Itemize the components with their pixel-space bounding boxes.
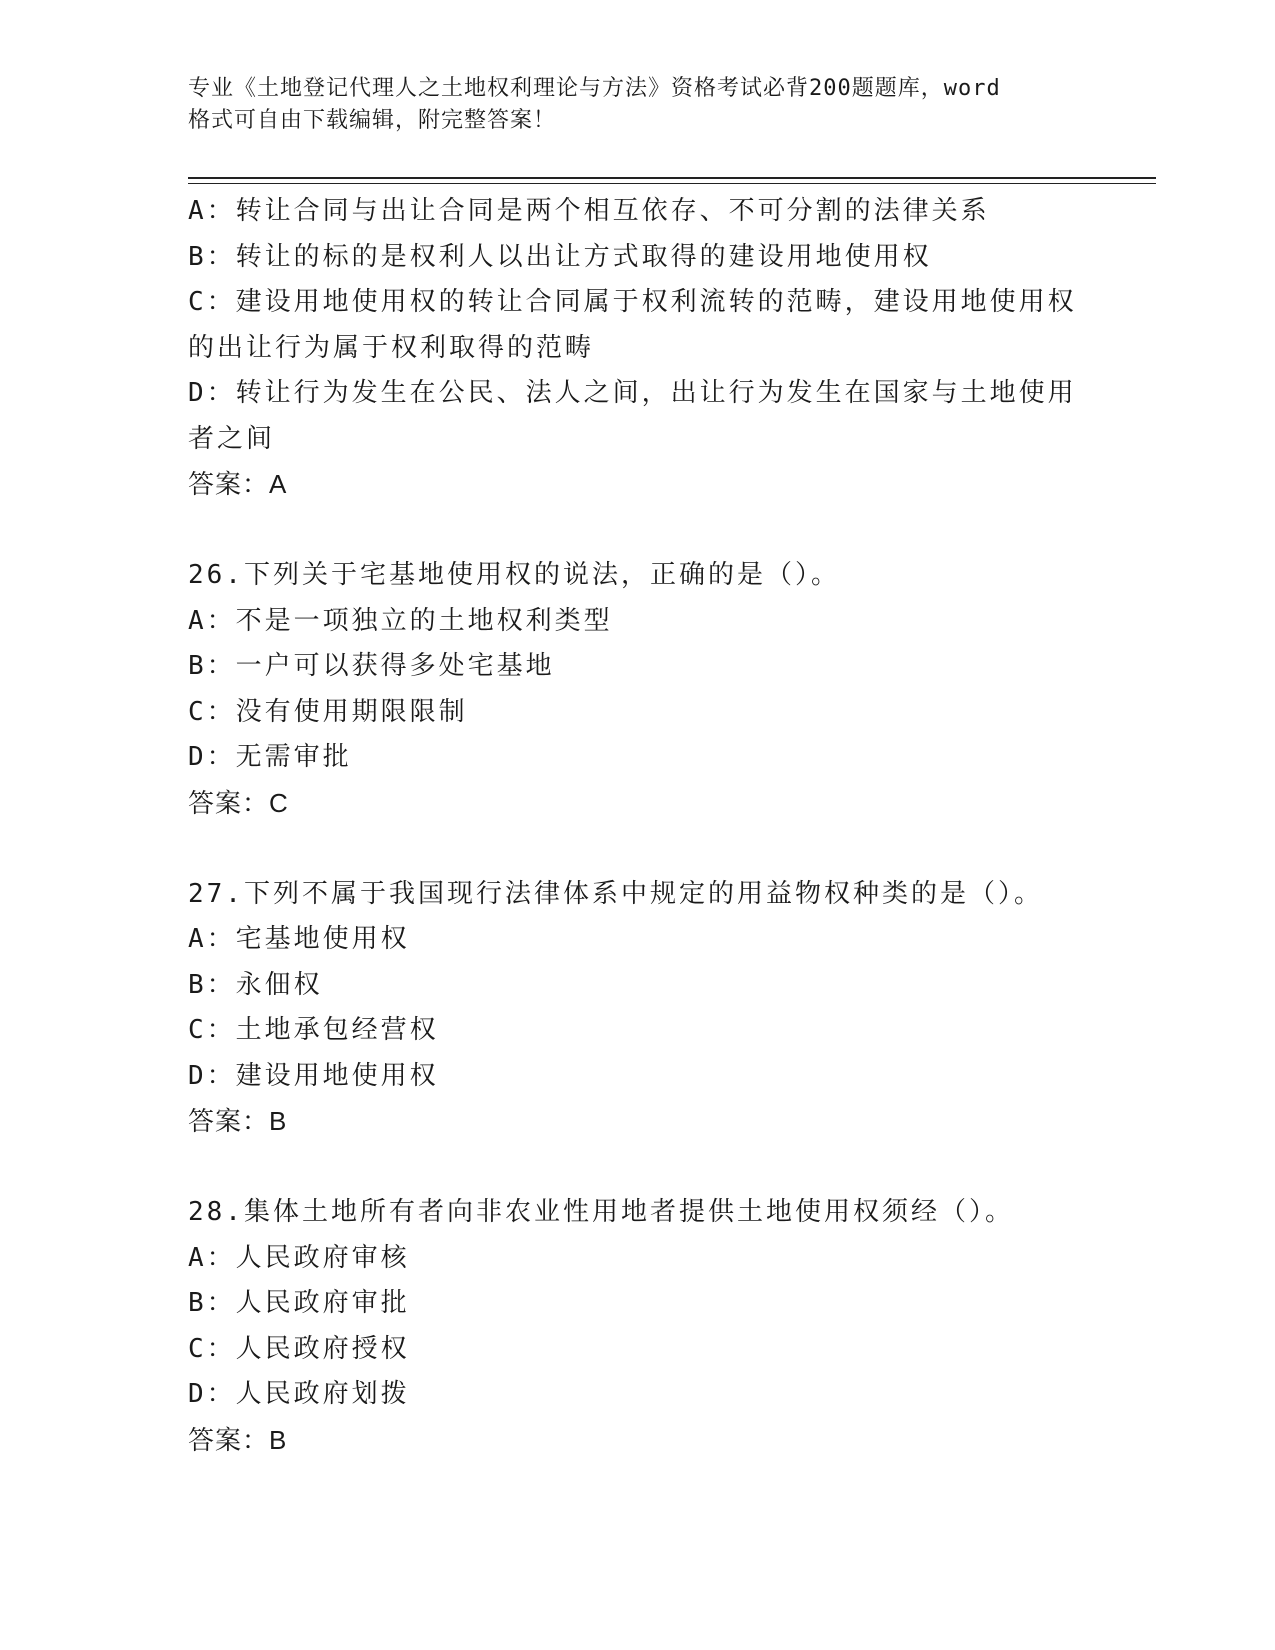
option-d: D：人民政府划拨 xyxy=(188,1379,410,1409)
question-28-block xyxy=(188,1190,1088,1463)
option-b: B：一户可以获得多处宅基地 xyxy=(188,651,555,681)
option-c: C：建设用地使用权的转让合同属于权利流转的范畴，建设用地使用权 xyxy=(188,287,1077,317)
option-c-continued: 的出让行为属于权利取得的范畴 xyxy=(188,332,595,363)
document-header xyxy=(188,73,1068,137)
question-25-block xyxy=(188,189,1088,508)
option-d: D：无需审批 xyxy=(188,742,352,772)
answer: 答案：C xyxy=(188,787,289,818)
header-line-1: 专业《土地登记代理人之土地权利理论与方法》资格考试必背200题题库，word xyxy=(188,76,1001,101)
question-text: 26.下列关于宅基地使用权的说法，正确的是（）。 xyxy=(188,560,840,590)
question-text: 27.下列不属于我国现行法律体系中规定的用益物权种类的是（）。 xyxy=(188,878,1043,909)
header-divider-thick xyxy=(188,177,1156,179)
question-27-block xyxy=(188,872,1088,1145)
spacer xyxy=(188,826,1088,872)
option-d-continued: 者之间 xyxy=(188,423,276,454)
option-a: A：不是一项独立的土地权利类型 xyxy=(188,605,613,636)
option-a: A：人民政府审核 xyxy=(188,1242,410,1273)
option-d: D：转让行为发生在公民、法人之间，出让行为发生在国家与土地使用 xyxy=(188,378,1077,408)
spacer xyxy=(188,1145,1088,1191)
header-divider-thin xyxy=(188,183,1156,184)
option-b: B：永佃权 xyxy=(188,969,323,1000)
option-b: B：转让的标的是权利人以出让方式取得的建设用地使用权 xyxy=(188,241,932,272)
question-text: 28.集体土地所有者向非农业性用地者提供土地使用权须经（）。 xyxy=(188,1197,1014,1227)
question-26-block xyxy=(188,553,1088,826)
option-a: A：转让合同与出让合同是两个相互依存、不可分割的法律关系 xyxy=(188,196,990,226)
option-c: C：土地承包经营权 xyxy=(188,1015,439,1045)
option-c: C：没有使用期限限制 xyxy=(188,696,468,727)
answer: 答案：B xyxy=(188,1106,288,1136)
option-d: D：建设用地使用权 xyxy=(188,1060,439,1091)
header-line-2: 格式可自由下载编辑，附完整答案！ xyxy=(188,108,557,133)
answer: 答案：A xyxy=(188,469,288,499)
option-b: B：人民政府审批 xyxy=(188,1288,410,1318)
spacer xyxy=(188,508,1088,554)
option-c: C：人民政府授权 xyxy=(188,1333,410,1364)
answer: 答案：B xyxy=(188,1424,288,1455)
question-list xyxy=(188,189,1088,1463)
option-a: A：宅基地使用权 xyxy=(188,924,410,954)
